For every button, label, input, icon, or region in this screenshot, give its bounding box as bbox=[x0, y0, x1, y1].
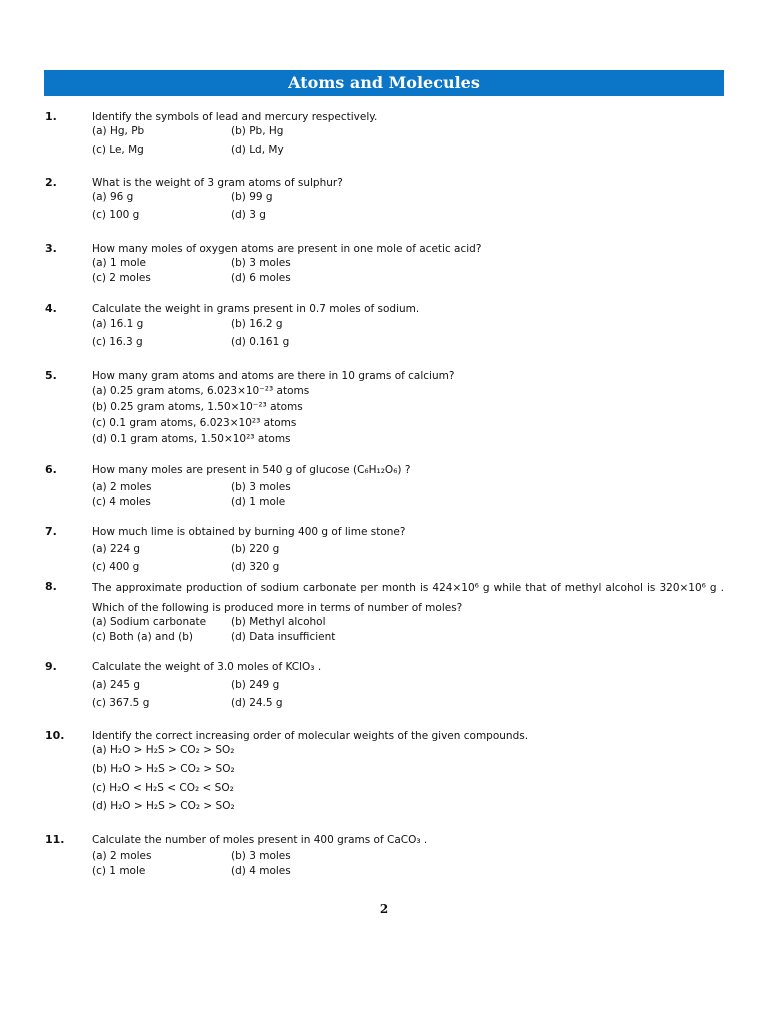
option-d: (d) 24.5 g bbox=[231, 697, 283, 709]
question-text: What is the weight of 3 gram atoms of sulphur? bbox=[92, 177, 343, 189]
option-b: (b) H₂O > H₂S > CO₂ > SO₂ bbox=[92, 763, 235, 775]
option-d: (d) 3 g bbox=[231, 209, 266, 221]
question-text: How many moles are present in 540 g of glucose (C₆H₁₂O₆) ? bbox=[92, 464, 411, 476]
option-a: (a) 224 g bbox=[92, 543, 141, 555]
section-title-banner bbox=[44, 70, 724, 96]
question-text: Calculate the weight of 3.0 moles of KClO₃ . bbox=[92, 661, 322, 673]
option-c: (c) 0.1 gram atoms, 6.023×10²³ atoms bbox=[92, 417, 297, 429]
question-number: 7. bbox=[45, 525, 57, 538]
question-text: Calculate the weight in grams present in 0.7 moles of sodium. bbox=[92, 303, 420, 315]
option-a: (a) 0.25 gram atoms, 6.023×10⁻²³ atoms bbox=[92, 385, 310, 397]
option-d: (d) 4 moles bbox=[231, 865, 291, 877]
question-text: Identify the symbols of lead and mercury respectively. bbox=[92, 111, 378, 123]
option-d: (d) Data insufficient bbox=[231, 631, 336, 643]
option-d: (d) H₂O > H₂S > CO₂ > SO₂ bbox=[92, 800, 235, 812]
option-c: (c) 1 mole bbox=[92, 865, 146, 877]
question-text: How much lime is obtained by burning 400 g of lime stone? bbox=[92, 526, 406, 538]
section-title: Atoms and Molecules bbox=[288, 73, 480, 92]
option-d: (d) 320 g bbox=[231, 561, 280, 573]
question-number: 1. bbox=[45, 110, 57, 123]
option-c: (c) 100 g bbox=[92, 209, 140, 221]
option-d: (d) Ld, My bbox=[231, 144, 284, 156]
question-number: 8. bbox=[45, 580, 57, 593]
option-b: (b) 16.2 g bbox=[231, 318, 283, 330]
option-b: (b) 0.25 gram atoms, 1.50×10⁻²³ atoms bbox=[92, 401, 303, 413]
option-a: (a) 2 moles bbox=[92, 481, 152, 493]
option-b: (b) Methyl alcohol bbox=[231, 616, 326, 628]
option-d: (d) 0.161 g bbox=[231, 336, 290, 348]
option-b: (b) 220 g bbox=[231, 543, 280, 555]
question-text: Identify the correct increasing order of molecular weights of the given compounds. bbox=[92, 730, 529, 742]
question-text: Calculate the number of moles present in 400 grams of CaCO₃ . bbox=[92, 834, 428, 846]
option-c: (c) Both (a) and (b) bbox=[92, 631, 193, 643]
option-b: (b) 249 g bbox=[231, 679, 280, 691]
option-c: (c) Le, Mg bbox=[92, 144, 144, 156]
option-a: (a) 2 moles bbox=[92, 850, 152, 862]
option-b: (b) Pb, Hg bbox=[231, 125, 284, 137]
question-text: How many moles of oxygen atoms are present in one mole of acetic acid? bbox=[92, 243, 482, 255]
question-number: 5. bbox=[45, 369, 57, 382]
question-number: 2. bbox=[45, 176, 57, 189]
question-number: 6. bbox=[45, 463, 57, 476]
option-d: (d) 6 moles bbox=[231, 272, 291, 284]
option-b: (b) 99 g bbox=[231, 191, 273, 203]
page-number: 2 bbox=[379, 902, 389, 916]
option-c: (c) 400 g bbox=[92, 561, 140, 573]
option-c: (c) H₂O < H₂S < CO₂ < SO₂ bbox=[92, 782, 234, 794]
option-b: (b) 3 moles bbox=[231, 850, 291, 862]
question-number: 11. bbox=[45, 833, 65, 846]
option-a: (a) 96 g bbox=[92, 191, 134, 203]
option-b: (b) 3 moles bbox=[231, 481, 291, 493]
option-a: (a) 245 g bbox=[92, 679, 141, 691]
option-d: (d) 0.1 gram atoms, 1.50×10²³ atoms bbox=[92, 433, 291, 445]
question-text: The approximate production of sodium carbonate per month is 424×10⁶ g while that of methyl alcohol is 320×10⁶ g . Which of the following is produced more in terms of number of moles? bbox=[92, 582, 724, 614]
question-text: How many gram atoms and atoms are there in 10 grams of calcium? bbox=[92, 370, 455, 382]
option-a: (a) 1 mole bbox=[92, 257, 147, 269]
option-c: (c) 4 moles bbox=[92, 496, 151, 508]
question-number: 10. bbox=[45, 729, 65, 742]
option-b: (b) 3 moles bbox=[231, 257, 291, 269]
option-a: (a) H₂O > H₂S > CO₂ > SO₂ bbox=[92, 744, 235, 756]
option-d: (d) 1 mole bbox=[231, 496, 286, 508]
option-a: (a) Sodium carbonate bbox=[92, 616, 207, 628]
option-c: (c) 16.3 g bbox=[92, 336, 143, 348]
option-c: (c) 2 moles bbox=[92, 272, 151, 284]
option-a: (a) Hg, Pb bbox=[92, 125, 145, 137]
question-number: 9. bbox=[45, 660, 57, 673]
question-number: 4. bbox=[45, 302, 57, 315]
option-a: (a) 16.1 g bbox=[92, 318, 144, 330]
question-number: 3. bbox=[45, 242, 57, 255]
option-c: (c) 367.5 g bbox=[92, 697, 150, 709]
